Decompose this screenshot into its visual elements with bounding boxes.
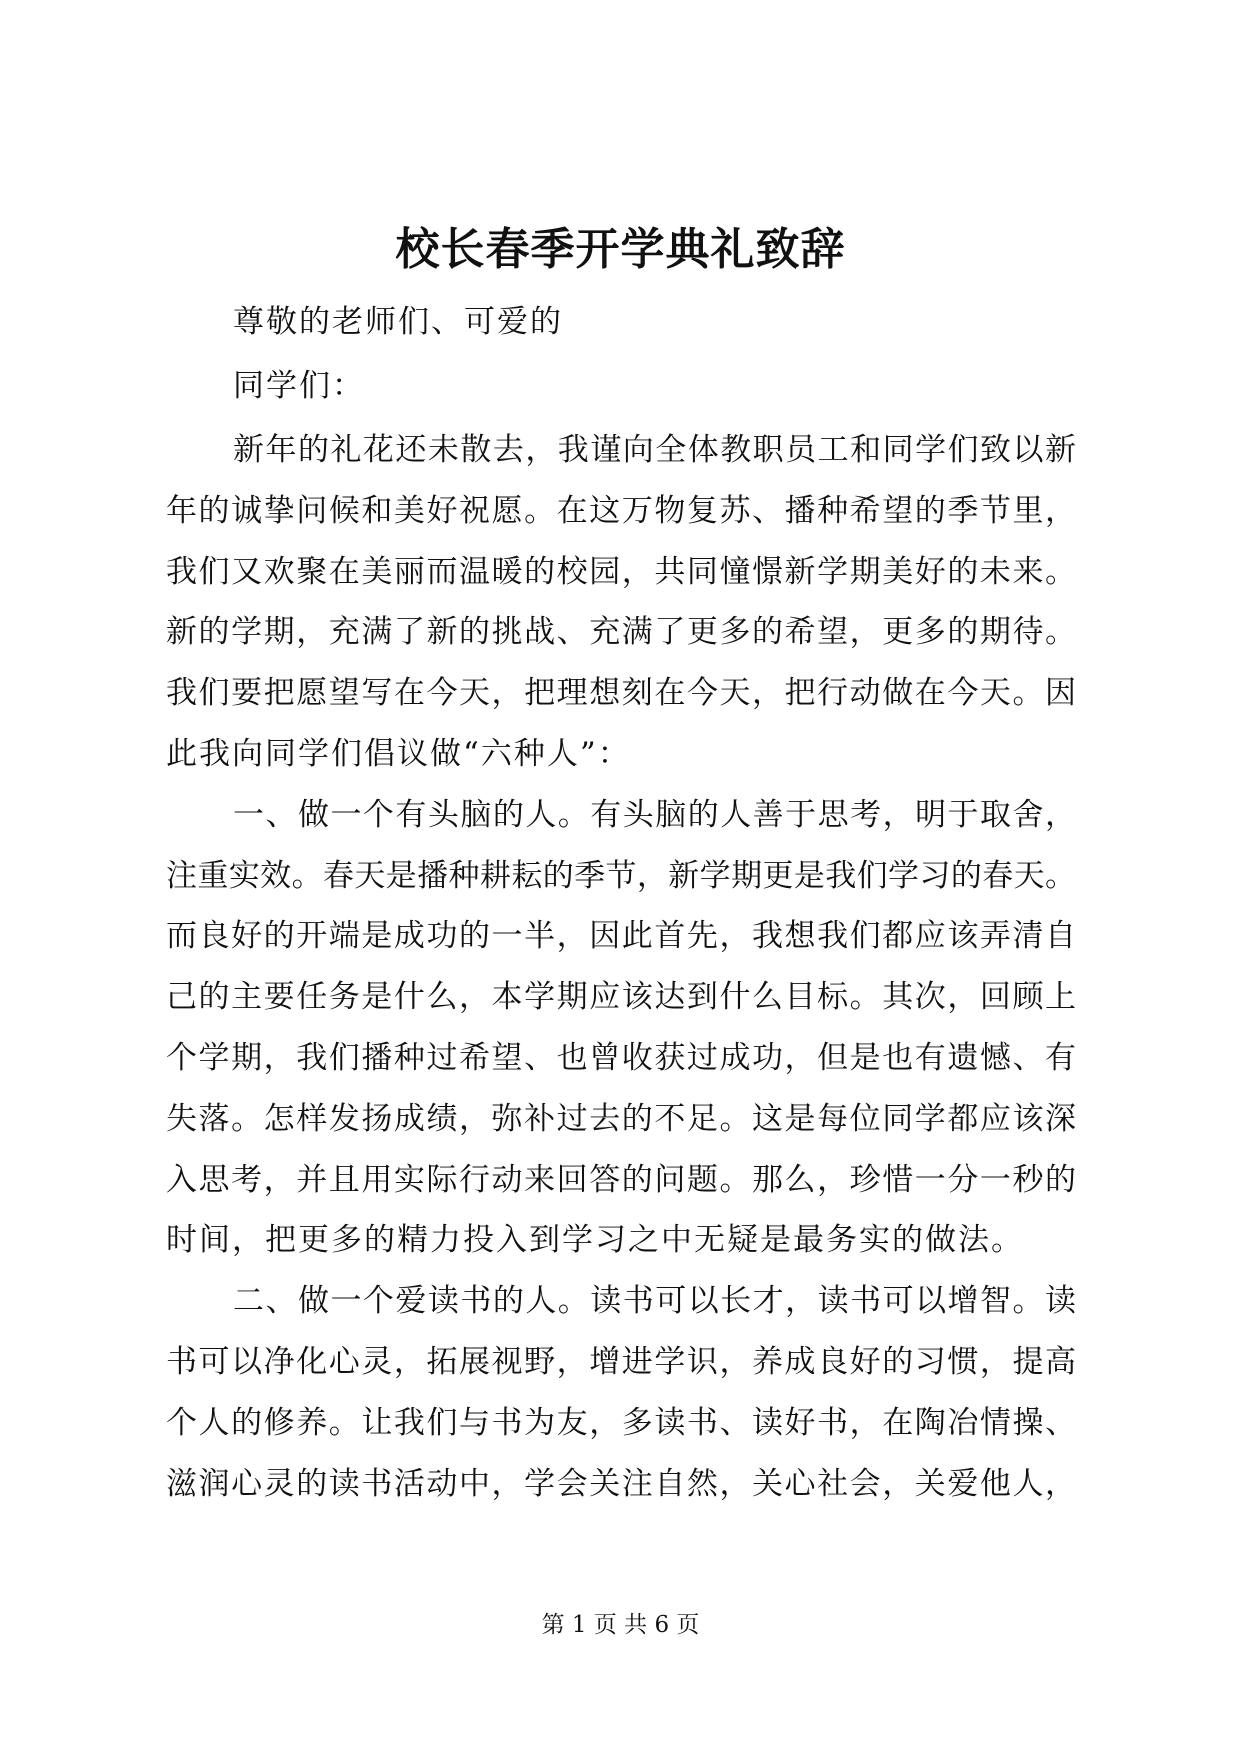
- paragraph-line: 入思考，并且用实际行动来回答的问题。那么，珍惜一分一秒的: [166, 1161, 1076, 1198]
- paragraph-line: 而良好的开端是成功的一半，因此首先，我想我们都应该弄清自: [166, 918, 1076, 955]
- paragraph-line: 注重实效。春天是播种耕耘的季节，新学期更是我们学习的春天。: [166, 857, 1076, 894]
- document-title: 校长春季开学典礼致辞: [395, 224, 846, 275]
- paragraph-line: 书可以净化心灵，拓展视野，增进学识，养成良好的习惯，提高: [166, 1344, 1076, 1380]
- paragraph-line: 新的学期，充满了新的挑战、充满了更多的希望，更多的期待。: [166, 614, 1076, 651]
- page-number: 第 1 页 共 6 页: [541, 1612, 700, 1638]
- paragraph-line: 我们要把愿望写在今天，把理想刻在今天，把行动做在今天。因: [166, 675, 1076, 712]
- paragraph-line: 此我向同学们倡议做“六种人”：: [166, 736, 631, 772]
- paragraph-line: 年的诚挚问候和美好祝愿。在这万物复苏、播种希望的季节里，: [166, 492, 1076, 529]
- page-footer: [0, 1610, 1241, 1640]
- paragraph-line: 我们又欢聚在美丽而温暖的校园，共同憧憬新学期美好的未来。: [166, 553, 1076, 590]
- paragraph-line: 一、做一个有头脑的人。有头脑的人善于思考，明于取舍，: [233, 796, 1076, 833]
- paragraph-line: 己的主要任务是什么，本学期应该达到什么目标。其次，回顾上: [166, 979, 1076, 1016]
- paragraph-line: 失落。怎样发扬成绩，弥补过去的不足。这是每位同学都应该深: [166, 1100, 1076, 1137]
- paragraph-line: 二、做一个爱读书的人。读书可以长才，读书可以增智。读: [233, 1283, 1076, 1320]
- paragraph-line: 滋润心灵的读书活动中，学会关注自然，关心社会，关爱他人，: [166, 1465, 1076, 1502]
- paragraph-line: 个人的修养。让我们与书为友，多读书、读好书，在陶冶情操、: [166, 1404, 1076, 1441]
- salutation-line-2: 同学们：: [233, 368, 365, 404]
- paragraph-line: 个学期，我们播种过希望、也曾收获过成功，但是也有遗憾、有: [166, 1040, 1076, 1076]
- paragraph-line: 时间，把更多的精力投入到学习之中无疑是最务实的做法。: [166, 1222, 1024, 1259]
- salutation-line-1: 尊敬的老师们、可爱的: [233, 304, 563, 340]
- paragraph-line: 新年的礼花还未散去，我谨向全体教职员工和同学们致以新: [233, 432, 1076, 468]
